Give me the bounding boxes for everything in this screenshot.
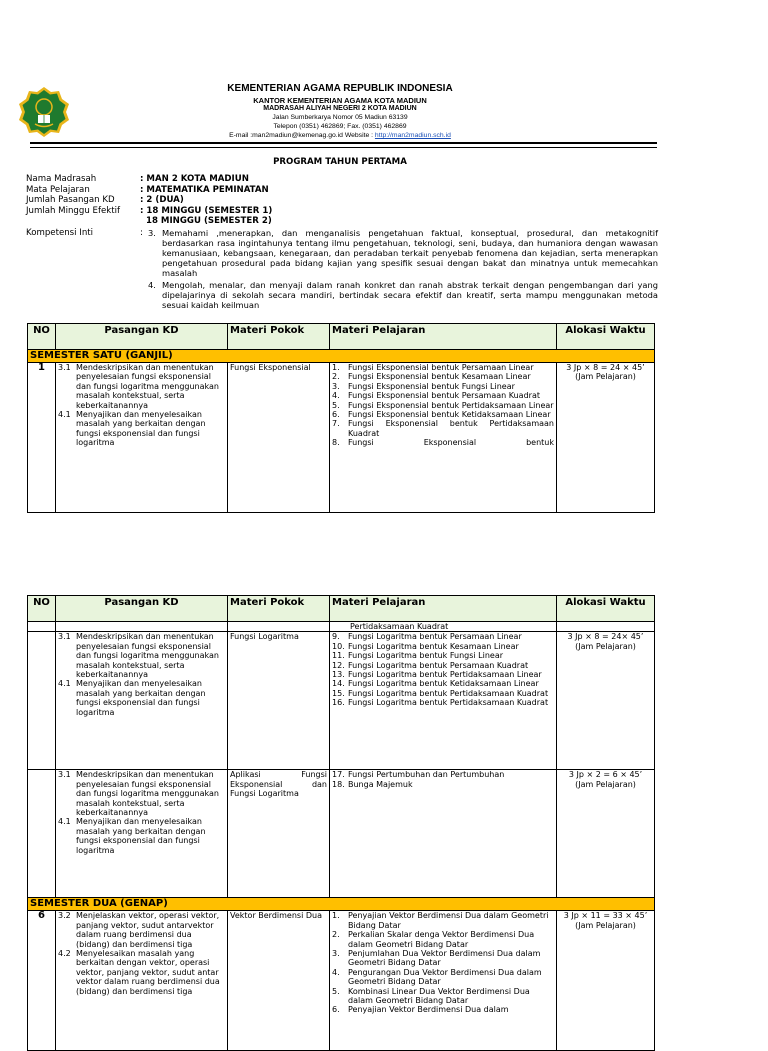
materi-text: Fungsi Eksponensial bentuk Persamaan Kuadrat xyxy=(348,391,540,401)
document-title: PROGRAM TAHUN PERTAMA xyxy=(273,157,407,167)
kd-text: Menyajikan dan menyelesaikan masalah yang berkaitan dengan fungsi eksponensial dan fungsi logaritma xyxy=(76,679,206,717)
website-link[interactable]: http://man2madiun.sch.id xyxy=(374,132,451,139)
materi-item xyxy=(332,438,554,447)
materi-item xyxy=(332,698,554,707)
kd-text: Mendeskripsikan dan menentukan penyelesaian fungsi eksponensial dan fungsi logaritma menggunakan masalah kontekstual, serta keberkaitanannya xyxy=(76,770,219,818)
alokasi-unit: (Jam Pelajaran) xyxy=(575,920,636,930)
school-address: Jalan Sumberkarya Nomor 05 Madiun 63139 xyxy=(272,114,408,121)
alokasi-value: 3 Jp × 2 = 6 × 45’ xyxy=(568,770,643,780)
letterhead-rule-thin xyxy=(30,147,657,148)
kd-number: 4.1 xyxy=(58,679,71,689)
materi-item xyxy=(332,987,554,1006)
materi-pokok-cell: Vektor Berdimensi Dua xyxy=(228,911,330,1051)
materi-text: Fungsi Logaritma bentuk Fungsi Linear xyxy=(348,651,504,661)
materi-item xyxy=(332,419,554,438)
office-name: KANTOR KEMENTERIAN AGAMA KOTA MADIUN xyxy=(253,96,427,105)
kemenag-logo-icon xyxy=(18,86,70,138)
materi-pokok-cell: Fungsi Eksponensial xyxy=(228,363,330,513)
row-number xyxy=(28,770,56,898)
meta-row xyxy=(26,174,666,185)
meta-row xyxy=(26,206,666,217)
semester-row xyxy=(28,350,655,363)
kd-item xyxy=(58,363,225,410)
meta-label: Nama Madrasah xyxy=(26,174,97,184)
materi-number: 8. xyxy=(332,438,340,448)
header-no: NO xyxy=(28,324,56,350)
materi-text: Penyajian Vektor Berdimensi Dua dalam Geometri Bidang Datar xyxy=(348,911,549,930)
meta-label: Kompetensi Inti xyxy=(26,227,94,238)
materi-item xyxy=(332,391,554,400)
alokasi-value: 3 Jp × 11 = 33 × 45’ xyxy=(563,911,648,921)
materi-item xyxy=(332,661,554,670)
row-number: 6 xyxy=(28,911,56,1051)
kd-number: 3.1 xyxy=(58,770,71,780)
ki-item xyxy=(148,228,658,278)
alokasi-cell xyxy=(557,770,655,898)
materi-item xyxy=(332,968,554,987)
materi-number: 16. xyxy=(332,698,345,708)
header-materi-pelajaran: Materi Pelajaran xyxy=(330,596,557,622)
materi-text: Fungsi Eksponensial bentuk Pertidaksamaan Linear xyxy=(348,400,554,410)
header-materi-pokok: Materi Pokok xyxy=(228,596,330,622)
header-alokasi: Alokasi Waktu xyxy=(557,324,655,350)
materi-number: 6. xyxy=(332,1005,340,1015)
materi-text: Fungsi Logaritma bentuk Pertidaksamaan Kuadrat xyxy=(348,688,549,698)
row-number xyxy=(28,632,56,770)
kd-cell xyxy=(56,911,228,1051)
empty-cell xyxy=(228,622,330,632)
materi-item xyxy=(332,363,554,372)
kd-number: 4.2 xyxy=(58,949,71,959)
header-materi-pelajaran: Materi Pelajaran xyxy=(330,324,557,350)
kompetensi-inti xyxy=(26,228,666,312)
kd-text: Menyelesaikan masalah yang berkaitan dengan vektor, operasi vektor, panjang vektor, sudut antar vektor dalam ruang berdimensi dua (bidang) dan berdimensi tiga xyxy=(76,949,220,996)
table-row xyxy=(28,363,655,513)
kd-text: Mendeskripsikan dan menentukan penyelesaian fungsi eksponensial dan fungsi logaritma menggunakan masalah kontekstual, serta keberkaitanannya xyxy=(76,363,219,410)
materi-text: Fungsi Logaritma bentuk Pertidaksamaan Linear xyxy=(348,670,542,680)
materi-text: Fungsi Logaritma bentuk Persamaan Linear xyxy=(348,632,522,642)
meta-value: : MAN 2 KOTA MADIUN xyxy=(140,174,249,184)
meta-value: : 2 (DUA) xyxy=(140,195,184,206)
kd-text: Menyajikan dan menyelesaikan masalah yang berkaitan dengan fungsi eksponensial dan fungsi logaritma xyxy=(76,817,206,855)
meta-value: : 18 MINGGU (SEMESTER 1) xyxy=(140,205,273,216)
materi-number: 13. xyxy=(332,670,345,680)
kd-item xyxy=(58,911,225,949)
continuation-text: Pertidaksamaan Kuadrat xyxy=(330,622,557,632)
semester-row xyxy=(28,898,655,911)
materi-text: Fungsi Eksponensial bentuk Pertidaksamaan Kuadrat xyxy=(348,419,554,438)
kd-number: 3.2 xyxy=(58,911,71,921)
program-table-page-2 xyxy=(27,595,655,1051)
alokasi-unit: (Jam Pelajaran) xyxy=(575,641,636,651)
materi-text: Pengurangan Dua Vektor Berdimensi Dua dalam Geometri Bidang Datar xyxy=(348,967,542,987)
meta-row xyxy=(26,185,666,196)
header-materi-pokok: Materi Pokok xyxy=(228,324,330,350)
materi-text: Penjumlahan Dua Vektor Berdimensi Dua dalam Geometri Bidang Datar xyxy=(348,949,541,968)
ki-list xyxy=(148,228,658,312)
meta-row xyxy=(26,216,666,227)
kd-cell xyxy=(56,363,228,513)
materi-item xyxy=(332,689,554,698)
semester-label: SEMESTER SATU (GANJIL) xyxy=(28,350,655,363)
materi-text: Fungsi Eksponensial bentuk Ketidaksamaan Linear xyxy=(348,410,551,420)
materi-number: 3. xyxy=(332,949,340,959)
meta-row xyxy=(26,195,666,206)
school-phone: Telepon (0351) 462869; Fax. (0351) 462869 xyxy=(273,123,407,130)
meta-value: : MATEMATIKA PEMINATAN xyxy=(140,184,269,195)
alokasi-unit: (Jam Pelajaran) xyxy=(575,779,636,789)
materi-item xyxy=(332,651,554,660)
materi-number: 14. xyxy=(332,679,345,689)
materi-pelajaran-cell xyxy=(330,911,557,1051)
materi-number: 1. xyxy=(332,363,340,372)
materi-text: Fungsi Logaritma bentuk Persamaan Kuadrat xyxy=(348,660,529,670)
kd-cell xyxy=(56,632,228,770)
row-number: 1 xyxy=(28,363,56,513)
alokasi-cell xyxy=(557,911,655,1051)
materi-number: 17. xyxy=(332,770,345,780)
materi-number: 10. xyxy=(332,641,345,651)
materi-number: 3. xyxy=(332,381,340,391)
kd-item xyxy=(58,410,225,448)
kd-item xyxy=(58,632,225,679)
kd-number: 4.1 xyxy=(58,817,71,827)
materi-pelajaran-cell xyxy=(330,770,557,898)
materi-text: Perkalian Skalar denga Vektor Berdimensi Dua dalam Geometri Bidang Datar xyxy=(348,930,535,949)
materi-item xyxy=(332,632,554,641)
kd-text: Menyajikan dan menyelesaikan masalah yang berkaitan dengan fungsi eksponensial dan fungsi logaritma xyxy=(76,410,206,448)
materi-item xyxy=(332,770,554,779)
materi-number: 9. xyxy=(332,632,340,642)
letterhead-rule-thick xyxy=(30,142,657,144)
semester-label: SEMESTER DUA (GENAP) xyxy=(28,898,655,911)
school-contact xyxy=(190,132,490,139)
materi-number: 1. xyxy=(332,911,340,921)
materi-item xyxy=(332,372,554,381)
table-row xyxy=(28,632,655,770)
materi-item xyxy=(332,911,554,930)
table-row xyxy=(28,770,655,898)
kd-item xyxy=(58,949,225,996)
document-meta xyxy=(26,174,666,312)
empty-cell xyxy=(28,622,56,632)
materi-item xyxy=(332,679,554,688)
header-kd: Pasangan KD xyxy=(56,324,228,350)
meta-value: 18 MINGGU (SEMESTER 2) xyxy=(140,216,272,227)
kd-number: 3.1 xyxy=(58,632,71,642)
header-no: NO xyxy=(28,596,56,622)
materi-text: Fungsi Eksponensial bentuk Fungsi Linear xyxy=(348,381,515,391)
alokasi-unit: (Jam Pelajaran) xyxy=(575,372,636,382)
materi-item xyxy=(332,382,554,391)
materi-number: 2. xyxy=(332,930,340,940)
ki-text: Memahami ,menerapkan, dan menganalisis pengetahuan faktual, konseptual, prosedural, dan metakognitif berdasarkan rasa ingintahunya tentang ilmu pengetahuan, teknologi, seni, budaya, dan humaniora dengan wawasan kemanusiaan, kebangsaan, kenegaraan, dan peradaban terkait penyebab fenomena dan kejadian, serta menerapkan pengetahuan prosedural pada bidang kajian yang spesifik sesuai dengan bakat dan minatnya untuk memecahkan masalah xyxy=(162,227,658,278)
header-alokasi: Alokasi Waktu xyxy=(557,596,655,622)
materi-text: Penyajian Vektor Berdimensi Dua dalam xyxy=(348,1005,509,1015)
materi-number: 12. xyxy=(332,660,345,670)
alokasi-cell xyxy=(557,363,655,513)
table-header-row xyxy=(28,596,655,622)
kd-number: 3.1 xyxy=(58,363,71,372)
materi-text: Fungsi Eksponensial bentuk xyxy=(348,438,554,448)
materi-text: Fungsi Logaritma bentuk Ketidaksamaan Linear xyxy=(348,679,539,689)
materi-pokok-cell: Aplikasi Fungsi Eksponensial dan Fungsi Logaritma xyxy=(228,770,330,898)
ki-number: 4. xyxy=(148,279,156,290)
ki-number: 3. xyxy=(148,227,156,238)
ki-item xyxy=(148,280,658,310)
materi-number: 4. xyxy=(332,967,340,977)
kd-cell xyxy=(56,770,228,898)
materi-number: 7. xyxy=(332,419,340,429)
materi-item xyxy=(332,780,554,789)
materi-text: Fungsi Eksponensial bentuk Persamaan Linear xyxy=(348,363,534,372)
alokasi-value: 3 Jp × 8 = 24× 45’ xyxy=(567,632,644,642)
materi-item xyxy=(332,670,554,679)
materi-text: Fungsi Logaritma bentuk Pertidaksamaan Kuadrat xyxy=(348,698,549,708)
materi-item xyxy=(332,949,554,968)
kd-item xyxy=(58,817,225,855)
materi-pokok-cell: Fungsi Logaritma xyxy=(228,632,330,770)
ki-text: Mengolah, menalar, dan menyaji dalam ranah konkret dan ranah abstrak terkait dengan pengembangan dari yang dipelajarinya di sekolah secara mandiri, bertindak secara efektif dan kreatif, serta mampu menggunakan metoda sesuai kaidah keilmuan xyxy=(162,279,658,310)
materi-text: Kombinasi Linear Dua Vektor Berdimensi Dua dalam Geometri Bidang Datar xyxy=(348,986,530,1006)
kd-item xyxy=(58,770,225,817)
school-name: MADRASAH ALIYAH NEGERI 2 KOTA MADIUN xyxy=(263,105,417,112)
materi-text: Fungsi Logaritma bentuk Kesamaan Linear xyxy=(348,641,519,651)
alokasi-value: 3 Jp × 8 = 24 × 45’ xyxy=(566,363,645,372)
meta-label: Jumlah Minggu Efektif xyxy=(26,205,121,216)
materi-item xyxy=(332,410,554,419)
meta-label xyxy=(26,216,140,227)
materi-number: 11. xyxy=(332,651,345,661)
materi-text: Bunga Majemuk xyxy=(348,779,413,789)
email-text: E-mail :man2madiun@kemenag.go.id Website : xyxy=(229,132,375,139)
materi-item xyxy=(332,1005,554,1014)
materi-item xyxy=(332,930,554,949)
materi-number: 2. xyxy=(332,372,340,382)
meta-label: Jumlah Pasangan KD xyxy=(26,195,115,206)
meta-label: Mata Pelajaran xyxy=(26,184,90,195)
materi-pelajaran-cell xyxy=(330,632,557,770)
kd-text: Menjelaskan vektor, operasi vektor, panjang vektor, sudut antarvektor dalam ruang berdimensi dua (bidang) dan berdimensi tiga xyxy=(76,911,220,949)
alokasi-cell xyxy=(557,632,655,770)
materi-number: 5. xyxy=(332,400,340,410)
materi-item xyxy=(332,642,554,651)
materi-pelajaran-cell xyxy=(330,363,557,513)
materi-number: 4. xyxy=(332,391,340,401)
materi-text: Fungsi Pertumbuhan dan Pertumbuhan xyxy=(348,770,505,780)
kd-item xyxy=(58,679,225,717)
ministry-name: KEMENTERIAN AGAMA REPUBLIK INDONESIA xyxy=(227,83,453,94)
kd-text: Mendeskripsikan dan menentukan penyelesaian fungsi eksponensial dan fungsi logaritma menggunakan masalah kontekstual, serta keberkaitanannya xyxy=(76,632,219,680)
table-row xyxy=(28,911,655,1051)
materi-number: 5. xyxy=(332,986,340,996)
materi-number: 15. xyxy=(332,688,345,698)
header-kd: Pasangan KD xyxy=(56,596,228,622)
ki-colon: : xyxy=(140,227,143,238)
materi-text: Fungsi Eksponensial bentuk Kesamaan Linear xyxy=(348,372,531,382)
table-header-row xyxy=(28,324,655,350)
empty-cell xyxy=(557,622,655,632)
materi-number: 18. xyxy=(332,779,345,789)
empty-cell xyxy=(56,622,228,632)
program-table-page-1 xyxy=(27,323,655,513)
materi-number: 6. xyxy=(332,410,340,420)
materi-item xyxy=(332,401,554,410)
continuation-row xyxy=(28,622,655,632)
kd-number: 4.1 xyxy=(58,410,71,420)
